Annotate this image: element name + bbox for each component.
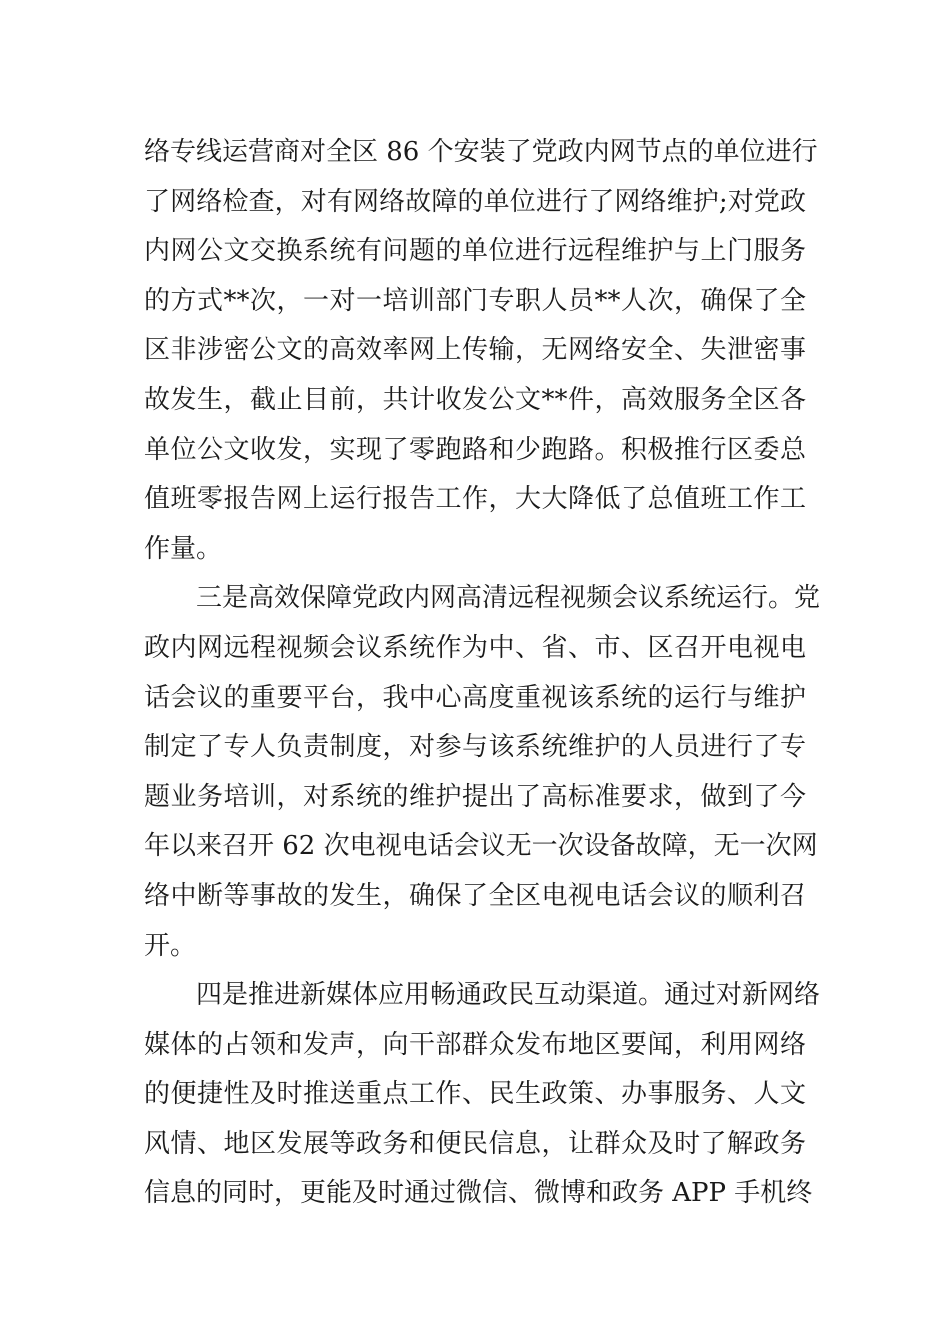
text-line: 了网络检查，对有网络故障的单位进行了网络维护;对党政 <box>144 186 806 217</box>
paragraph-new-media <box>144 971 821 1219</box>
paragraph-network-maintenance <box>144 128 818 574</box>
text-line: 作量。 <box>144 533 223 564</box>
text-line: 单位公文收发，实现了零跑路和少跑路。积极推行区委总 <box>144 434 806 465</box>
text-line: 四是推进新媒体应用畅通政民互动渠道。通过对新网络 <box>196 980 821 1011</box>
text-line: 媒体的占领和发声，向干部群众发布地区要闻，利用网络 <box>144 1029 806 1060</box>
text-line: 故发生，截止目前，共计收发公文**件，高效服务全区各 <box>144 384 806 415</box>
text-line: 信息的同时，更能及时通过微信、微博和政务 APP 手机终 <box>144 1178 813 1209</box>
paragraph-video-conference <box>144 574 821 971</box>
text-line: 风情、地区发展等政务和便民信息，让群众及时了解政务 <box>144 1128 806 1159</box>
text-line: 内网公文交换系统有问题的单位进行远程维护与上门服务 <box>144 236 806 267</box>
text-line: 政内网远程视频会议系统作为中、省、市、区召开电视电 <box>144 632 806 663</box>
text-line: 开。 <box>144 930 197 961</box>
text-line: 三是高效保障党政内网高清远程视频会议系统运行。党 <box>196 583 821 614</box>
text-line: 值班零报告网上运行报告工作，大大降低了总值班工作工 <box>144 484 806 515</box>
text-line: 的方式**次，一对一培训部门专职人员**人次，确保了全 <box>144 285 806 316</box>
text-line: 区非涉密公文的高效率网上传输，无网络安全、失泄密事 <box>144 335 806 366</box>
text-line: 的便捷性及时推送重点工作、民生政策、办事服务、人文 <box>144 1079 806 1110</box>
text-line: 络专线运营商对全区 86 个安装了党政内网节点的单位进行 <box>144 137 818 167</box>
document-body <box>144 128 821 1219</box>
text-line: 络中断等事故的发生，确保了全区电视电话会议的顺利召 <box>144 880 806 911</box>
text-line: 年以来召开 62 次电视电话会议无一次设备故障，无一次网 <box>144 831 818 862</box>
text-line: 题业务培训，对系统的维护提出了高标准要求，做到了今 <box>144 781 806 812</box>
text-line: 话会议的重要平台，我中心高度重视该系统的运行与维护 <box>144 682 806 713</box>
text-line: 制定了专人负责制度，对参与该系统维护的人员进行了专 <box>144 732 806 763</box>
